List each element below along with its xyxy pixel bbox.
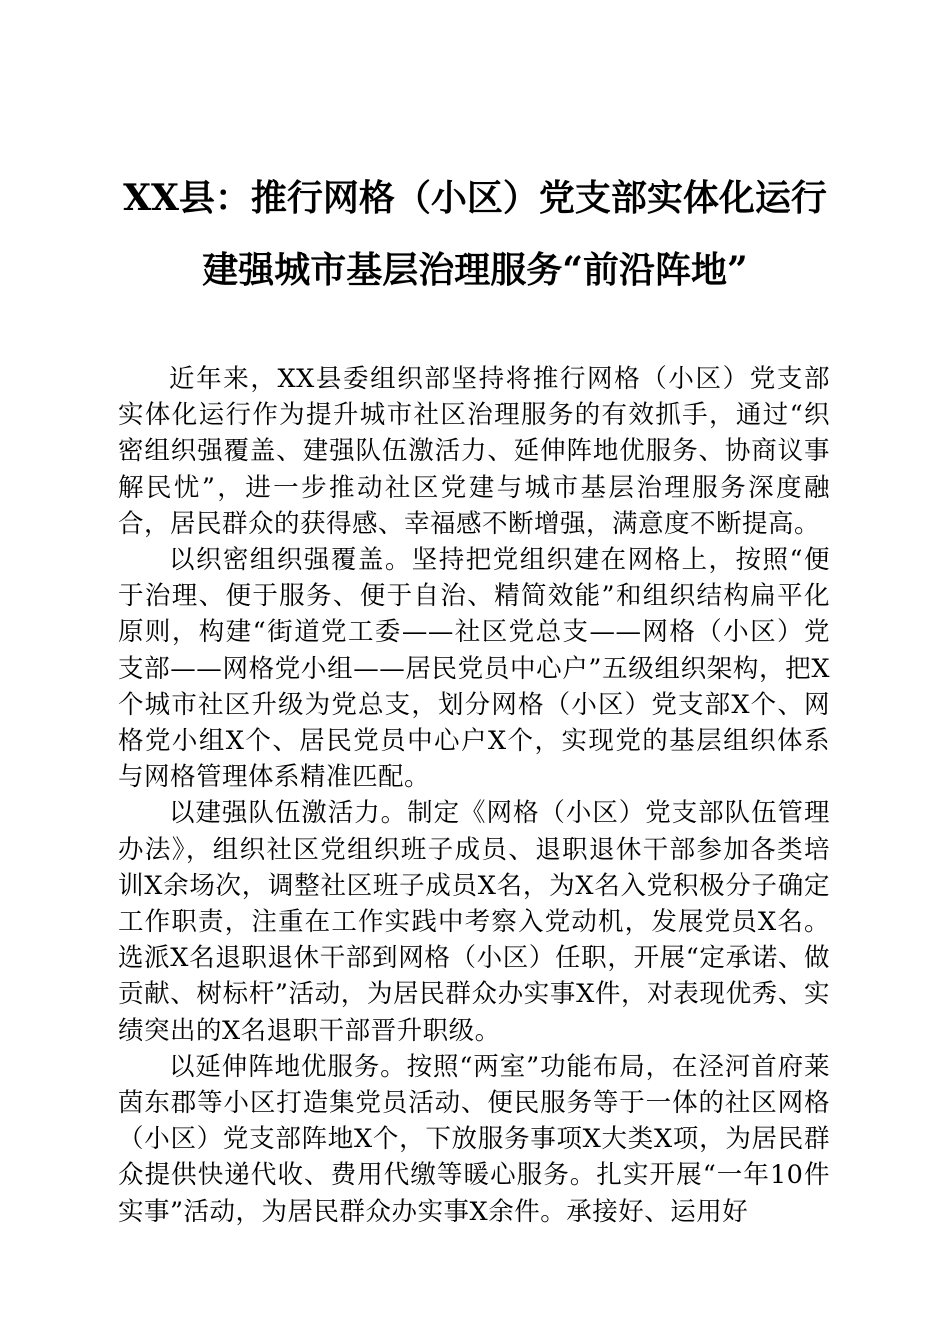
paragraph-team: 以建强队伍激活力。制定《网格（小区）党支部队伍管理办法》，组织社区党组织班子成员、退职退休干部参加各类培训X余场次，调整社区班子成员X名，为X名入党积极分子确定工作职责，注重在工作实践中考察入党动机，发展党员X名。选派X名退职退休干部到网格（小区）任职，开展“定承诺、做贡献、树标杆”活动，为居民群众办实事X件，对表现优秀、实绩突出的X名退职干部晋升职级。	[118, 798, 830, 1046]
document-title-line-1: XX县：推行网格（小区）党支部实体化运行	[123, 177, 827, 219]
paragraph-organization: 以织密组织强覆盖。坚持把党组织建在网格上，按照“便于治理、便于服务、便于自治、精简效能”和组织结构扁平化原则，构建“街道党工委——社区党总支——网格（小区）党支部——网格党小组——居民党员中心户”五级组织架构，把X个城市社区升级为党总支，划分网格（小区）党支部X个、网格党小组X个、居民党员中心户X个，实现党的基层组织体系与网格管理体系精准匹配。	[118, 545, 830, 793]
paragraph-service: 以延伸阵地优服务。按照“两室”功能布局，在泾河首府莱茵东郡等小区打造集党员活动、便民服务等于一体的社区网格（小区）党支部阵地X个，下放服务事项X大类X项，为居民群众提供快递代收、费用代缴等暖心服务。扎实开展“一年10件实事”活动，为居民群众办实事X余件。承接好、运用好	[118, 1051, 830, 1227]
document-title-line-2: 建强城市基层治理服务“前沿阵地”	[202, 249, 748, 291]
document-body	[118, 361, 830, 1230]
paragraph-intro: 近年来，XX县委组织部坚持将推行网格（小区）党支部实体化运行作为提升城市社区治理服务的有效抓手，通过“织密组织强覆盖、建强队伍激活力、延伸阵地优服务、协商议事解民忧”，进一步推动社区党建与城市基层治理服务深度融合，居民群众的获得感、幸福感不断增强，满意度不断提高。	[118, 364, 830, 539]
